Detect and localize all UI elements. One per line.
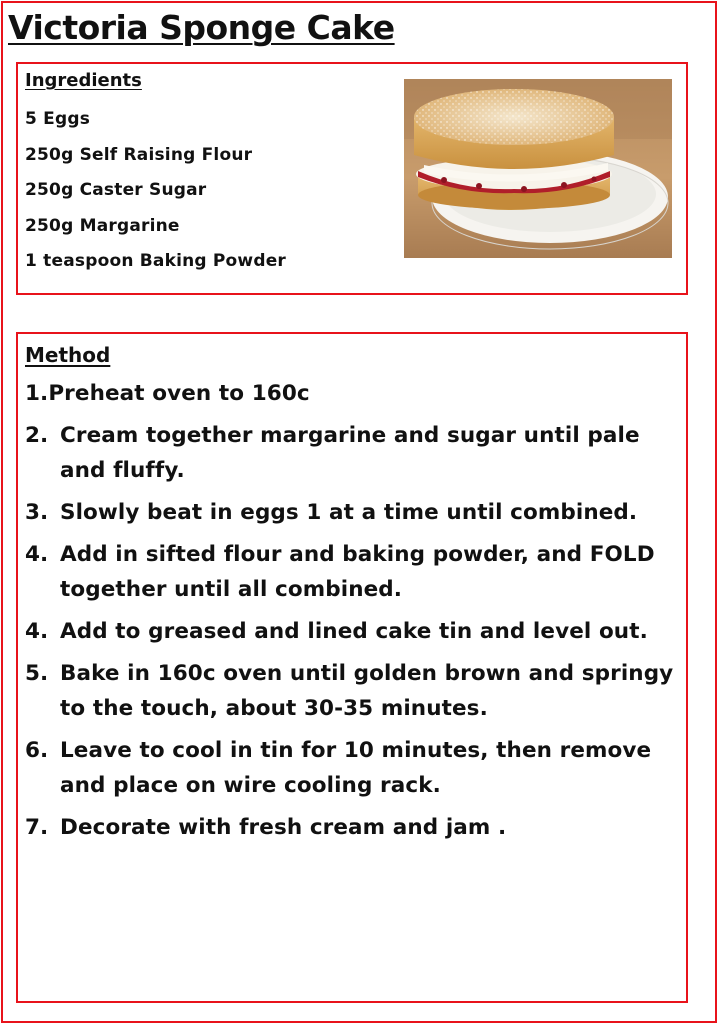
ingredient-item: 250g Margarine: [25, 215, 180, 236]
method-step: [25, 656, 675, 726]
method-step: [25, 537, 675, 607]
step-number: 3.: [25, 500, 49, 525]
method-section: [16, 332, 688, 1003]
step-number: 2.: [25, 423, 49, 448]
method-step: [25, 810, 675, 845]
step-text: Bake in 160c oven until golden brown and springy to the touch, about 30-35 minutes.: [60, 661, 674, 721]
step-number: 5.: [25, 661, 49, 686]
step-number: 1.: [25, 381, 49, 406]
method-step: [25, 733, 675, 803]
method-step: [25, 495, 675, 530]
step-text: Cream together margarine and sugar until pale and fluffy.: [60, 423, 640, 483]
ingredient-item: 1 teaspoon Baking Powder: [25, 251, 287, 271]
step-text: Leave to cool in tin for 10 minutes, then remove and place on wire cooling rack.: [60, 738, 652, 798]
ingredients-heading: Ingredients: [25, 70, 142, 91]
step-text: Add to greased and lined cake tin and level out.: [60, 619, 648, 644]
page-title: Victoria Sponge Cake: [8, 8, 395, 47]
ingredients-section: [16, 62, 688, 295]
ingredient-item: 250g Caster Sugar: [25, 180, 207, 200]
method-step: [25, 376, 675, 411]
cake-illustration: [404, 79, 672, 258]
step-number: 7.: [25, 815, 49, 840]
method-step: [25, 418, 675, 488]
step-text: Preheat oven to 160c: [48, 381, 310, 406]
step-number: 6.: [25, 738, 49, 763]
cake-photo: [404, 79, 672, 258]
step-text: Add in sifted flour and baking powder, and FOLD together until all combined.: [60, 542, 655, 602]
ingredient-list: [25, 102, 286, 280]
ingredient-item: 250g Self Raising Flour: [25, 144, 253, 165]
ingredient-item: 5 Eggs: [25, 109, 91, 129]
step-text: Decorate with fresh cream and jam .: [60, 815, 507, 840]
step-text: Slowly beat in eggs 1 at a time until combined.: [60, 500, 638, 525]
method-step: [25, 614, 675, 649]
method-list: [25, 376, 675, 852]
step-number: 4.: [25, 542, 49, 567]
step-number: 4.: [25, 619, 49, 644]
method-heading: Method: [25, 343, 111, 367]
